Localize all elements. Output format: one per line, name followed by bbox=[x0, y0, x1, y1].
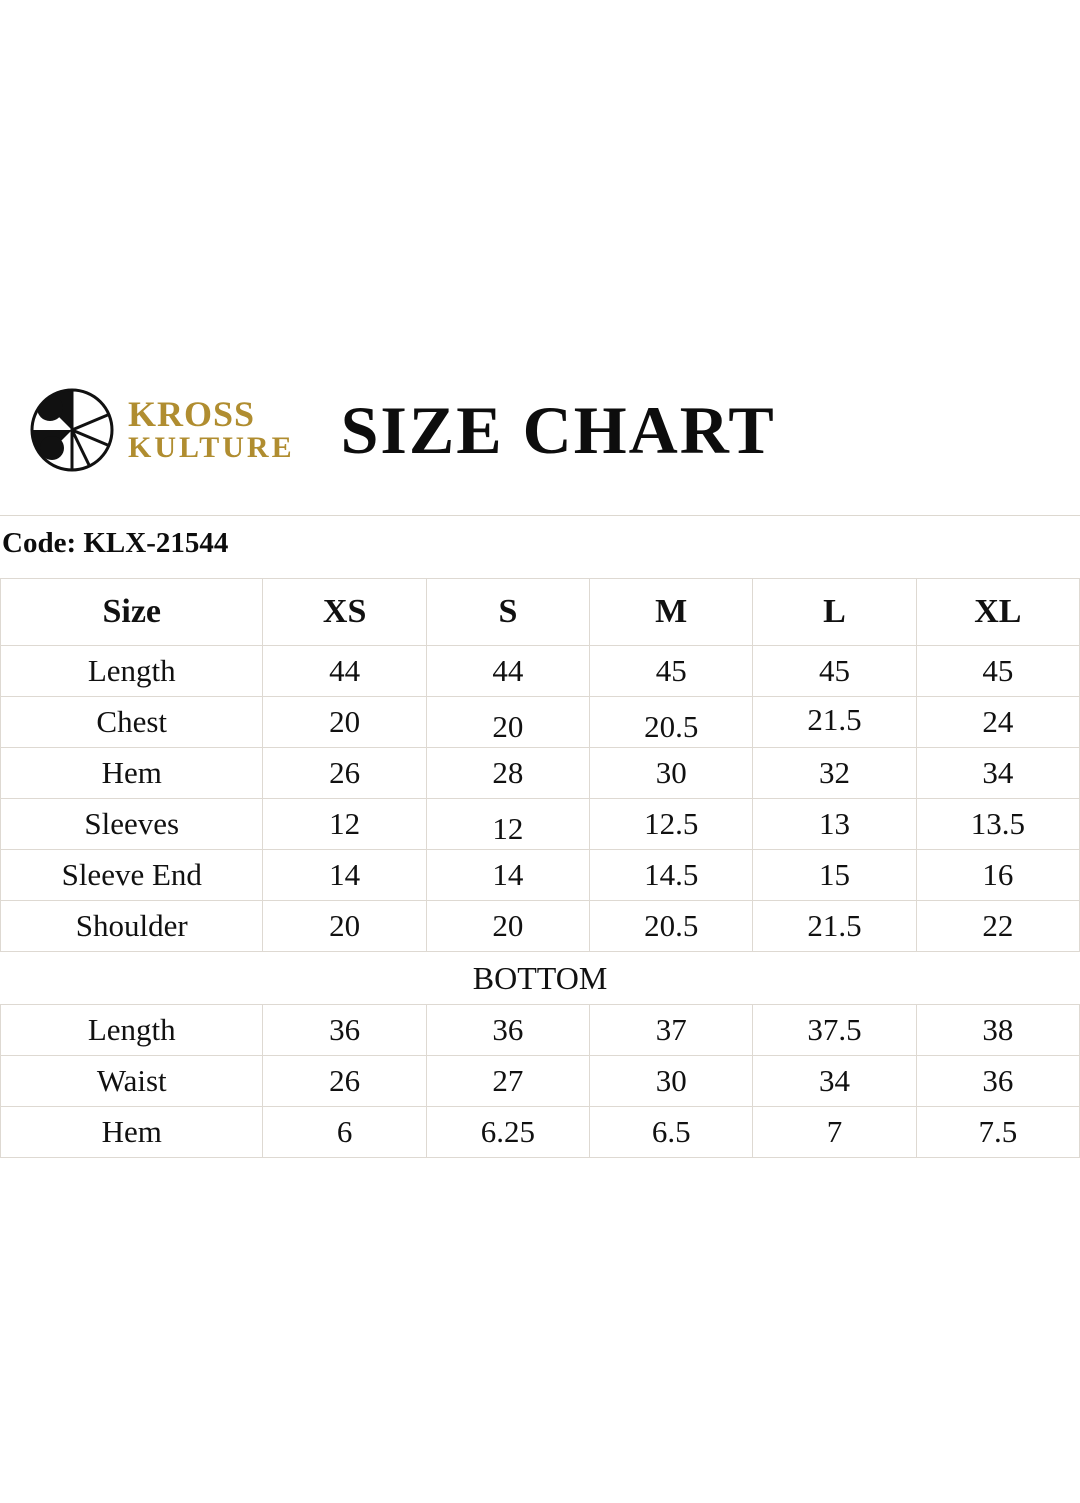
document-header bbox=[0, 370, 1080, 490]
column-header-s: S bbox=[426, 579, 589, 646]
cell-waist-s: 27 bbox=[426, 1056, 589, 1107]
column-header-xs: XS bbox=[263, 579, 426, 646]
cell-sleeves-xs: 12 bbox=[263, 799, 426, 850]
cell-chest-l: 21.5 bbox=[753, 695, 916, 746]
cell-sleeves-s: 12 bbox=[426, 804, 589, 855]
cell-waist-l: 34 bbox=[753, 1056, 916, 1107]
cell-bottom-hem-xs: 6 bbox=[263, 1107, 426, 1158]
cell-shoulder-xl: 22 bbox=[916, 901, 1079, 952]
brand-name-line1: KROSS bbox=[128, 394, 256, 435]
cell-sleeve-end-s: 14 bbox=[426, 850, 589, 901]
cell-hem-m: 30 bbox=[590, 748, 753, 799]
table-row bbox=[1, 901, 1080, 952]
cell-bottom-hem-l: 7 bbox=[753, 1107, 916, 1158]
cell-bottom-hem-xl: 7.5 bbox=[916, 1107, 1079, 1158]
cell-sleeve-end-m: 14.5 bbox=[590, 850, 753, 901]
column-header-l: L bbox=[753, 579, 916, 646]
size-measurements-table bbox=[0, 578, 1080, 1158]
row-label-waist: Waist bbox=[1, 1056, 263, 1107]
cell-shoulder-m: 20.5 bbox=[590, 901, 753, 952]
cell-sleeve-end-l: 15 bbox=[753, 850, 916, 901]
cell-shoulder-xs: 20 bbox=[263, 901, 426, 952]
row-label-hem-bottom: Hem bbox=[1, 1107, 263, 1158]
table-row bbox=[1, 697, 1080, 748]
cell-shoulder-s: 20 bbox=[426, 901, 589, 952]
row-label-sleeves: Sleeves bbox=[1, 799, 263, 850]
column-header-m: M bbox=[590, 579, 753, 646]
row-label-shoulder: Shoulder bbox=[1, 901, 263, 952]
row-label-length-bottom: Length bbox=[1, 1005, 263, 1056]
cell-hem-s: 28 bbox=[426, 748, 589, 799]
cell-hem-xs: 26 bbox=[263, 748, 426, 799]
cell-bottom-hem-m: 6.5 bbox=[590, 1107, 753, 1158]
cell-waist-xl: 36 bbox=[916, 1056, 1079, 1107]
cell-sleeves-m: 12.5 bbox=[590, 799, 753, 850]
table-header-row bbox=[1, 579, 1080, 646]
table-row bbox=[1, 1107, 1080, 1158]
cell-length-s: 44 bbox=[426, 646, 589, 697]
cell-chest-xl: 24 bbox=[916, 697, 1079, 748]
product-code-row bbox=[0, 515, 1080, 571]
table-row bbox=[1, 646, 1080, 697]
cell-sleeve-end-xs: 14 bbox=[263, 850, 426, 901]
table-row bbox=[1, 1056, 1080, 1107]
cell-bottom-hem-s: 6.25 bbox=[426, 1107, 589, 1158]
cell-bottom-length-s: 36 bbox=[426, 1005, 589, 1056]
cell-chest-m: 20.5 bbox=[590, 702, 753, 753]
brand-logo bbox=[30, 388, 295, 472]
cell-waist-m: 30 bbox=[590, 1056, 753, 1107]
cell-bottom-length-m: 37 bbox=[590, 1005, 753, 1056]
brand-name-line2: KULTURE bbox=[128, 431, 295, 465]
table-row bbox=[1, 1005, 1080, 1056]
cell-length-m: 45 bbox=[590, 646, 753, 697]
row-label-hem-top: Hem bbox=[1, 748, 263, 799]
cell-chest-xs: 20 bbox=[263, 697, 426, 748]
cell-shoulder-l: 21.5 bbox=[753, 901, 916, 952]
cell-sleeve-end-xl: 16 bbox=[916, 850, 1079, 901]
row-label-length-top: Length bbox=[1, 646, 263, 697]
cell-length-xl: 45 bbox=[916, 646, 1079, 697]
cell-sleeves-l: 13 bbox=[753, 799, 916, 850]
page-title: SIZE CHART bbox=[340, 391, 776, 468]
cell-bottom-length-xs: 36 bbox=[263, 1005, 426, 1056]
cell-length-xs: 44 bbox=[263, 646, 426, 697]
cell-hem-l: 32 bbox=[753, 748, 916, 799]
column-header-size: Size bbox=[1, 579, 263, 646]
cell-chest-s: 20 bbox=[426, 702, 589, 753]
column-header-xl: XL bbox=[916, 579, 1079, 646]
table-row bbox=[1, 748, 1080, 799]
cell-sleeves-xl: 13.5 bbox=[916, 799, 1079, 850]
table-row bbox=[1, 850, 1080, 901]
cell-bottom-length-xl: 38 bbox=[916, 1005, 1079, 1056]
section-header-bottom bbox=[1, 952, 1080, 1005]
row-label-chest: Chest bbox=[1, 697, 263, 748]
cell-bottom-length-l: 37.5 bbox=[753, 1005, 916, 1056]
kross-kulture-circle-logo bbox=[30, 388, 114, 472]
section-label-bottom: BOTTOM bbox=[1, 952, 1080, 1005]
brand-name bbox=[128, 396, 295, 463]
product-code: Code: KLX-21544 bbox=[2, 527, 229, 559]
table-row bbox=[1, 799, 1080, 850]
cell-length-l: 45 bbox=[753, 646, 916, 697]
row-label-sleeve-end: Sleeve End bbox=[1, 850, 263, 901]
cell-waist-xs: 26 bbox=[263, 1056, 426, 1107]
cell-hem-xl: 34 bbox=[916, 748, 1079, 799]
